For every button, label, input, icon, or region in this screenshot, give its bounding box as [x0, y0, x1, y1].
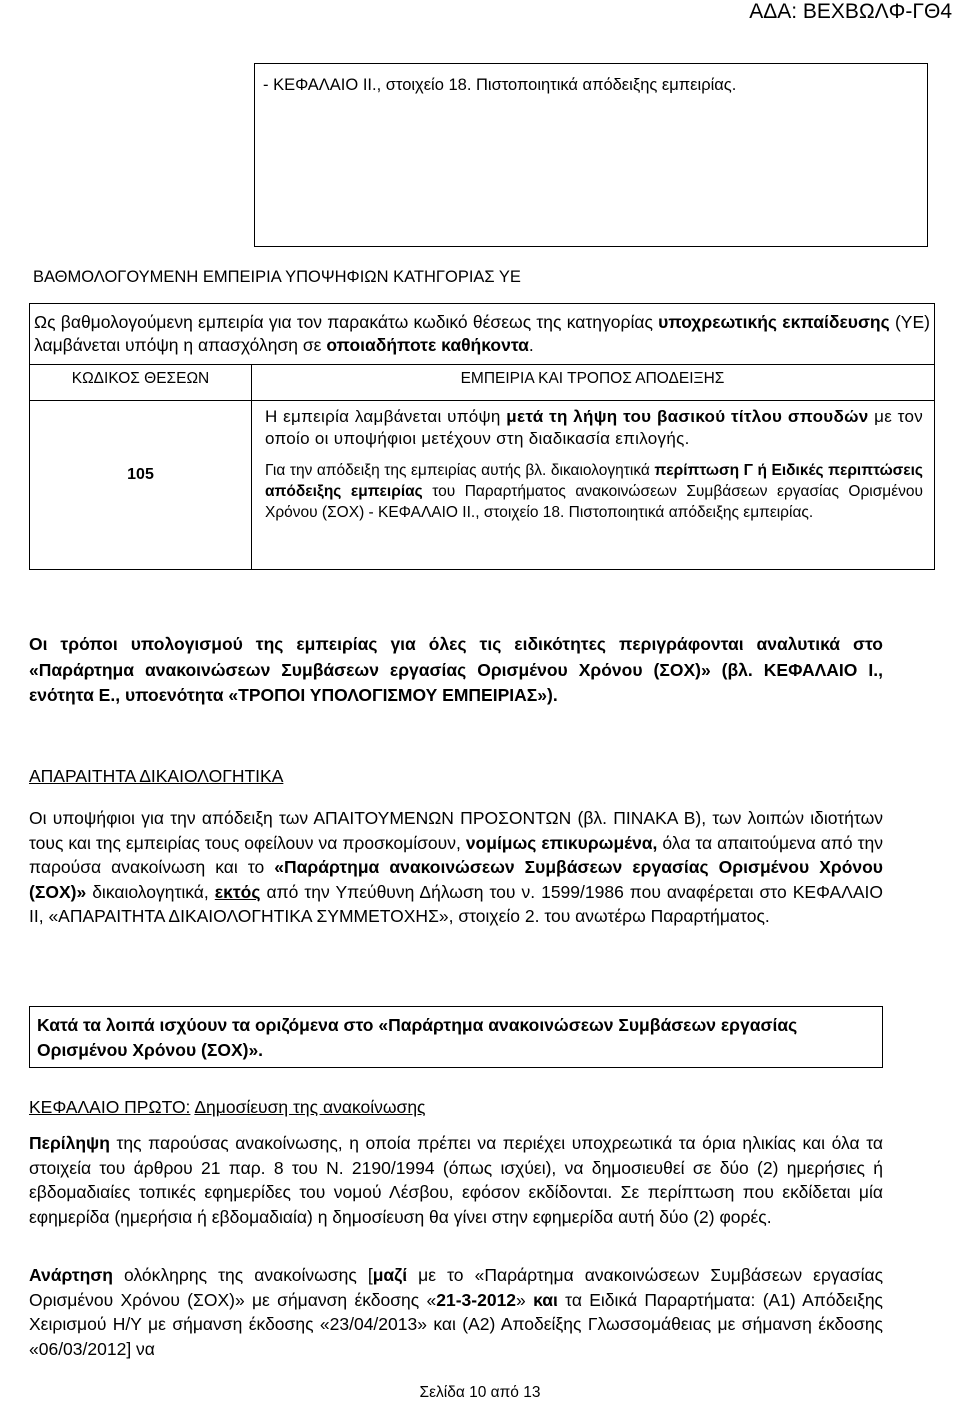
intro-bold-2: οποιαδήποτε καθήκοντα: [326, 335, 529, 355]
remaining-terms-box: [29, 1006, 883, 1068]
table-column-divider: [251, 364, 252, 569]
summary-paragraph: [29, 1131, 883, 1229]
top-box-text: - ΚΕΦΑΛΑΙΟ ΙΙ., στοιχείο 18. Πιστοποιητικά απόδειξης εμπειρίας.: [263, 76, 737, 94]
posting-text-1: ολόκληρης της ανακοίνωσης [: [112, 1265, 373, 1285]
column-header-experience: ΕΜΠΕΙΡΙΑ ΚΑΙ ΤΡΟΠΟΣ ΑΠΟΔΕΙΞΗΣ: [460, 370, 725, 387]
experience-table: [29, 303, 935, 570]
calculation-methods-paragraph: Οι τρόποι υπολογισμού της εμπειρίας για όλες τις ειδικότητες περιγράφονται αναλυτικά στο «Παράρτημα ανακοινώσεων Συμβάσεων εργασίας Ορισμένου Χρόνου (ΣΟΧ)» (βλ. ΚΕΦΑΛΑΙΟ Ι., ενότητα Ε., υποενότητα «ΤΡΟΠΟΙ ΥΠΟΛΟΓΙΣΜΟΥ ΕΜΠΕΙΡΙΑΣ»).: [29, 634, 883, 705]
exp-p2-text-b: του Παραρτήματος ανακοινώσεων Συμβάσεων εργασίας Ορισμένου Χρόνου (ΣΟΧ) - ΚΕΦΑΛΑΙΟ ΙΙ., στοιχείο 18. Πιστοποιητικά απόδειξης εμπειρίας.: [265, 483, 923, 521]
chapter-one-heading: [29, 1097, 426, 1118]
summary-text: της παρούσας ανακοίνωσης, η οποία πρέπει να περιέχει υποχρεωτικά τα όρια ηλικίας και όλα τα στοιχεία του άρθρου 21 παρ. 8 του Ν. 2190/1994 (όπως ισχύει), να δημοσιευθεί σε δύο (2) ημερήσιες ή εβδομαδιαίες τοπικές εφημερίδες του νομού Λέσβου, εφόσον εκδίδονται. Σε περίπτωση που εκδίδεται μία εφημερίδα (ημερήσια ή εβδομαδιαία) η δημοσίευση θα γίνει στην εφημερίδα αυτή δύο (2) φορές.: [29, 1133, 883, 1227]
posting-text-3: »: [516, 1289, 534, 1310]
column-header-code: ΚΩΔΙΚΟΣ ΘΕΣΕΩΝ: [71, 370, 210, 387]
intro-text-2: (ΥΕ) λαμβάνεται υπόψη η απασχόληση σε: [34, 312, 930, 355]
table-rule-top: [30, 364, 934, 365]
req-bold-3: εκτός: [214, 881, 261, 902]
exp-p2-text-a: Για την απόδειξη της εμπειρίας αυτής βλ. δικαιολογητικά: [265, 462, 655, 479]
exp-p1-text-a: Η εμπειρία λαμβάνεται υπόψη: [265, 407, 507, 426]
posting-text-2: με το «Παράρτημα ανακοινώσεων Συμβάσεων εργασίας Ορισμένου Χρόνου (ΣΟΧ)» με σήμανση έκδοσης «: [29, 1265, 884, 1310]
req-text-4: από την Υπεύθυνη Δήλωση του ν. 1599/1986 που αναφέρεται στο ΚΕΦΑΛΑΙΟ ΙΙ, «ΑΠΑΡΑΙΤΗΤΑ ΔΙΚΑΙΟΛΟΓΗΤΙΚΑ ΣΥΜΜΕΤΟΧΗΣ», στοιχείο 2. του ανωτέρω Παραρτήματος.: [29, 881, 884, 926]
required-documents-heading: ΑΠΑΡΑΙΤΗΤΑ ΔΙΚΑΙΟΛΟΓΗΤΙΚΑ: [29, 766, 284, 786]
posting-bold-2: 21-3-2012: [436, 1289, 517, 1310]
intro-text-3: .: [528, 335, 534, 355]
posting-text-4: τα Ειδικά Παραρτήματα: (Α1) Απόδειξης Χειρισμού Η/Υ με σήμανση έκδοσης «23/04/2013» και (Α2) Αποδείξης Γλωσσομάθειας με σήμανση έκδοσης «06/03/2012] να: [29, 1289, 883, 1359]
req-text-3: δικαιολογητικά,: [86, 881, 215, 902]
experience-paragraph-2: [265, 460, 923, 523]
intro-text-1: Ως βαθμολογούμενη εμπειρία για τον παρακάτω κωδικό θέσεως της κατηγορίας: [34, 312, 659, 332]
posting-lead: Ανάρτηση: [29, 1265, 113, 1285]
chapter-one-title: Δημοσίευση της ανακοίνωσης: [194, 1097, 426, 1117]
experience-intro: [34, 311, 930, 357]
page-number: Σελίδα 10 από 13: [419, 1384, 541, 1401]
top-continuation-box: [254, 63, 928, 247]
intro-bold-1: υποχρεωτικής εκπαίδευσης: [658, 312, 890, 332]
table-rule-header: [30, 400, 934, 401]
position-code: 105: [127, 466, 154, 483]
posting-bold-3: και: [533, 1289, 558, 1310]
exp-p1-bold: μετά τη λήψη του βασικού τίτλου σπουδών: [506, 407, 869, 426]
scored-experience-heading: ΒΑΘΜΟΛΟΓΟΥΜΕΝΗ ΕΜΠΕΙΡΙΑ ΥΠΟΨΗΦΙΩΝ ΚΑΤΗΓΟΡΙΑΣ ΥΕ: [33, 268, 521, 286]
experience-description: [265, 406, 923, 523]
exp-p2-bold: περίπτωση Γ ή Ειδικές περιπτώσεις απόδειξης εμπειρίας: [265, 462, 923, 500]
req-text-2: όλα τα απαιτούμενα από την παρούσα ανακοίνωση και το: [29, 832, 883, 877]
chapter-one-label: ΚΕΦΑΛΑΙΟ ΠΡΩΤΟ:: [29, 1097, 191, 1117]
ada-code: ΑΔΑ: ΒΕΧΒΩΛΦ-ΓΘ4: [749, 0, 952, 23]
posting-paragraph: [29, 1263, 883, 1361]
exp-p1-text-b: με τον οποίο οι υποψήφιοι μετέχουν στη διαδικασία επιλογής.: [265, 407, 923, 448]
remaining-terms-text: Κατά τα λοιπά ισχύουν τα οριζόμενα στο «Παράρτημα ανακοινώσεων Συμβάσεων εργασίας Ορισμένου Χρόνου (ΣΟΧ)».: [37, 1015, 798, 1060]
summary-lead: Περίληψη: [29, 1133, 110, 1153]
req-text-1: Οι υποψήφιοι για την απόδειξη των ΑΠΑΙΤΟΥΜΕΝΩΝ ΠΡΟΣΟΝΤΩΝ (βλ. ΠΙΝΑΚΑ Β), των λοιπών ιδιοτήτων τους και της εμπειρίας τους οφείλουν να προσκομίσουν,: [29, 808, 883, 853]
req-bold-2: «Παράρτημα ανακοινώσεων Συμβάσεων εργασίας Ορισμένου Χρόνου (ΣΟΧ)»: [29, 857, 883, 902]
req-bold-1: νομίμως επικυρωμένα,: [465, 832, 658, 853]
posting-bold-1: μαζί: [372, 1265, 408, 1285]
required-documents-paragraph: [29, 806, 883, 929]
experience-paragraph-1: [265, 406, 923, 450]
